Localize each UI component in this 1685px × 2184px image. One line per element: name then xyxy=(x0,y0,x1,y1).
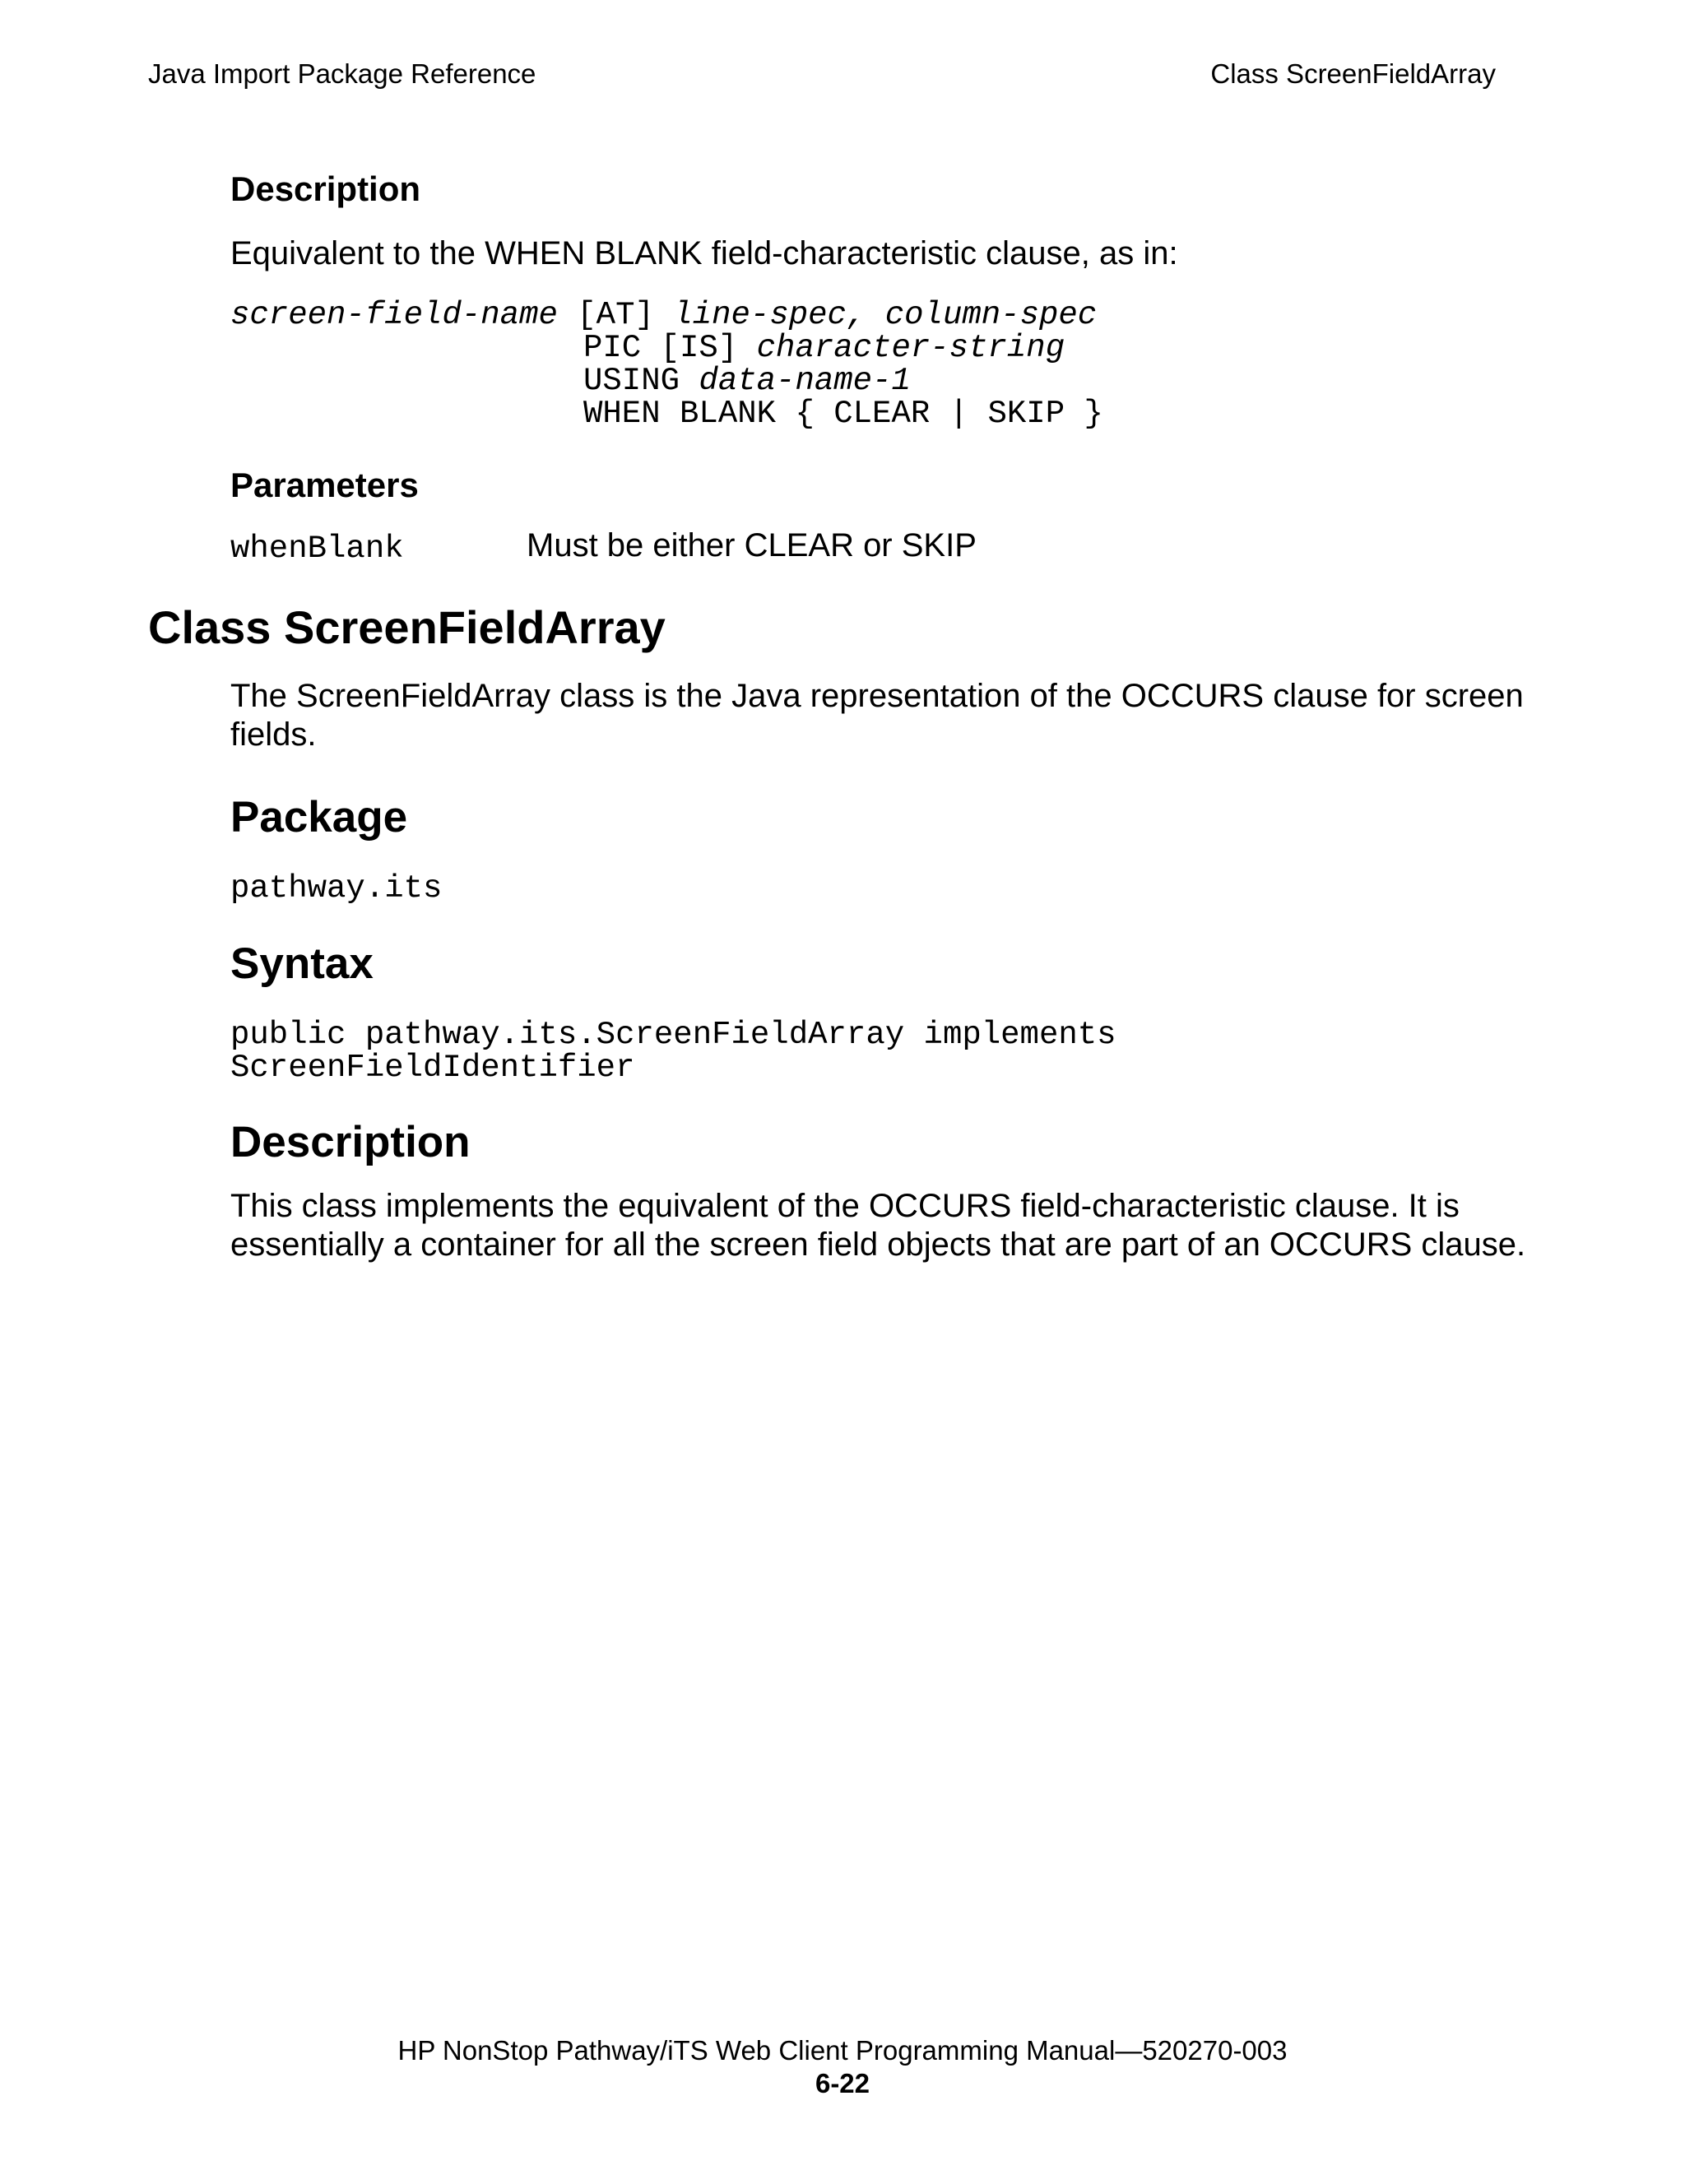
syntax-term-screen-field-name: screen-field-name xyxy=(230,297,558,333)
page-number: 6-22 xyxy=(815,2068,870,2098)
syntax-line-4: WHEN BLANK { CLEAR | SKIP } xyxy=(583,396,1103,432)
syntax-keyword-pic: PIC [IS] xyxy=(583,330,757,366)
syntax-line-1 xyxy=(230,299,1097,332)
syntax-line-3 xyxy=(583,364,911,397)
parameter-name: whenBlank xyxy=(230,531,404,567)
syntax-keyword-at: [AT] xyxy=(557,297,674,333)
class-intro: The ScreenFieldArray class is the Java representation of the OCCURS clause for screen fields. xyxy=(230,678,1524,753)
syntax-term-data-name-1: data-name-1 xyxy=(699,363,911,399)
footer-title: HP NonStop Pathway/iTS Web Client Programming Manual—520270-003 xyxy=(397,2035,1288,2066)
syntax-heading: Syntax xyxy=(230,939,374,988)
syntax-line-2 xyxy=(583,332,1065,364)
syntax-term-character-string: character-string xyxy=(756,330,1065,366)
running-header-right: Class ScreenFieldArray xyxy=(1210,58,1496,89)
package-heading: Package xyxy=(230,793,408,842)
parameter-description: Must be either CLEAR or SKIP xyxy=(527,527,977,563)
class-description-heading: Description xyxy=(230,1118,471,1166)
syntax-term-line-column-spec: line-spec, column-spec xyxy=(673,297,1098,333)
description-text: Equivalent to the WHEN BLANK field-characteristic clause, as in: xyxy=(230,235,1178,271)
class-syntax-line-1: public pathway.its.ScreenFieldArray implements xyxy=(230,1017,1116,1053)
running-header-left: Java Import Package Reference xyxy=(148,58,536,89)
parameters-heading: Parameters xyxy=(230,466,419,504)
syntax-keyword-using: USING xyxy=(583,363,699,399)
description-heading: Description xyxy=(230,169,421,208)
class-title: Class ScreenFieldArray xyxy=(148,601,666,653)
package-value: pathway.its xyxy=(230,870,443,907)
class-description-text: This class implements the equivalent of the OCCURS field-characteristic clause. It is essentially a container for all the screen field objects that are part of an OCCURS clause. xyxy=(230,1188,1526,1263)
class-syntax-line-2: ScreenFieldIdentifier xyxy=(230,1050,635,1086)
